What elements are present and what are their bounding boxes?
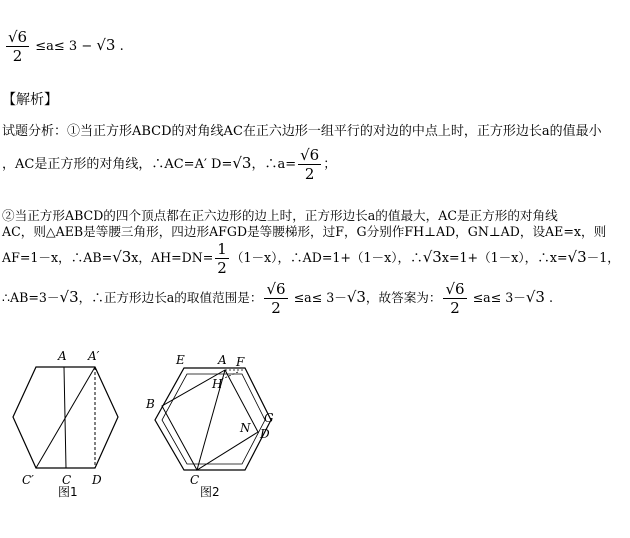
line5-text-a: AF=1－x，∴AB=: [2, 250, 113, 265]
fig1-caption: 图1: [58, 485, 78, 499]
fig2-label-G: G: [264, 411, 274, 425]
line6-frac-b-num: √6: [445, 280, 465, 298]
fig2-line-FH: [220, 372, 238, 380]
line2-frac-num: √6: [300, 146, 320, 164]
fig2-label-N: N: [240, 421, 251, 435]
fig2-label-F: F: [236, 355, 245, 369]
fig1-label-A: A: [58, 349, 67, 363]
figure-2: [140, 340, 290, 500]
line5-text-c: （1－x），∴AD=1+（1－x），∴: [230, 250, 423, 265]
line6-sqrt3-c: √3: [525, 288, 545, 306]
answer-fraction: [6, 28, 29, 65]
fig2-square-ABCD: [162, 370, 258, 470]
fig2-label-E: E: [176, 353, 185, 367]
line6-text-b: ，∴正方形边长a的取值范围是：: [78, 290, 263, 305]
line6-text-a: ∴AB=3－: [2, 290, 60, 305]
fig2-label-C: C: [190, 473, 200, 487]
analysis-line-5: [2, 240, 620, 277]
line6-end: .: [544, 290, 553, 305]
fig2-label-B: B: [146, 397, 155, 411]
line2-text-a: ，AC是正方形的对角线，∴AC=A′ D=: [2, 157, 233, 172]
line6-fraction-b: [443, 280, 466, 317]
line2-sqrt: √3: [232, 154, 252, 172]
line6-rel-b: ≤a≤ 3－: [468, 290, 526, 305]
line6-rel-a: ≤a≤ 3－: [289, 290, 347, 305]
line2-fraction: [298, 146, 321, 183]
analysis-line-3: ②当正方形ABCD的四个顶点都在正六边形的边上时，正方形边长a的值最大，AC是正方形的对角线: [2, 208, 558, 223]
line6-sqrt3-a: √3: [59, 288, 79, 306]
line5-text-e: －1，: [586, 250, 620, 265]
line5-sqrt3-b: √3: [422, 248, 442, 266]
fig1-label-C2: C′: [22, 473, 34, 487]
fig1-label-A2: A′: [88, 349, 100, 363]
analysis-line-6: [2, 280, 553, 317]
line5-frac-den: 2: [217, 259, 227, 277]
line6-text-c: ，故答案为：: [365, 290, 442, 305]
line6-frac-a-den: 2: [271, 299, 281, 317]
line5-frac-num: 1: [217, 240, 227, 258]
line5-fraction: [215, 240, 229, 277]
analysis-line-4: AC，则△AEB是等腰三角形，四边形AFGD是等腰梯形，过F，G分别作FH⊥AD，GN⊥AD，设AE=x，则: [2, 224, 607, 239]
line6-frac-a-num: √6: [266, 280, 286, 298]
line2-text-b: ，∴a=: [251, 157, 297, 172]
fig1-label-D: D: [92, 473, 102, 487]
answer-line: [4, 28, 124, 65]
fig2-label-A: A: [218, 353, 227, 367]
fig2-label-H: H: [212, 377, 223, 391]
fig1-label-C: C: [62, 473, 72, 487]
section-title: 【解析】: [2, 92, 58, 108]
line6-sqrt3-b: √3: [346, 288, 366, 306]
answer-end: .: [115, 39, 124, 54]
line2-frac-den: 2: [304, 165, 315, 183]
answer-frac-num: √6: [8, 28, 28, 46]
line6-fraction-a: [264, 280, 287, 317]
answer-frac-den: 2: [12, 47, 23, 65]
fig2-label-D: D: [260, 427, 270, 441]
answer-sqrt3: √3: [96, 36, 116, 54]
analysis-line-1: 试题分析：①当正方形ABCD的对角线AC在正六边形一组平行的对边的中点上时，正方形边长a的值最小: [2, 124, 602, 139]
line6-frac-b-den: 2: [450, 299, 460, 317]
line5-text-b: x，AH=DN=: [131, 250, 214, 265]
analysis-line-2: [2, 146, 336, 183]
line5-sqrt3-c: √3: [567, 248, 587, 266]
line2-end: ；: [323, 157, 337, 172]
fig2-caption: 图2: [200, 485, 220, 499]
figure-1: [0, 340, 150, 500]
line5-text-d: x=1+（1－x），∴x=: [441, 250, 568, 265]
line5-sqrt3-a: √3: [112, 248, 132, 266]
answer-relation: ≤a≤ 3 −: [31, 39, 97, 54]
